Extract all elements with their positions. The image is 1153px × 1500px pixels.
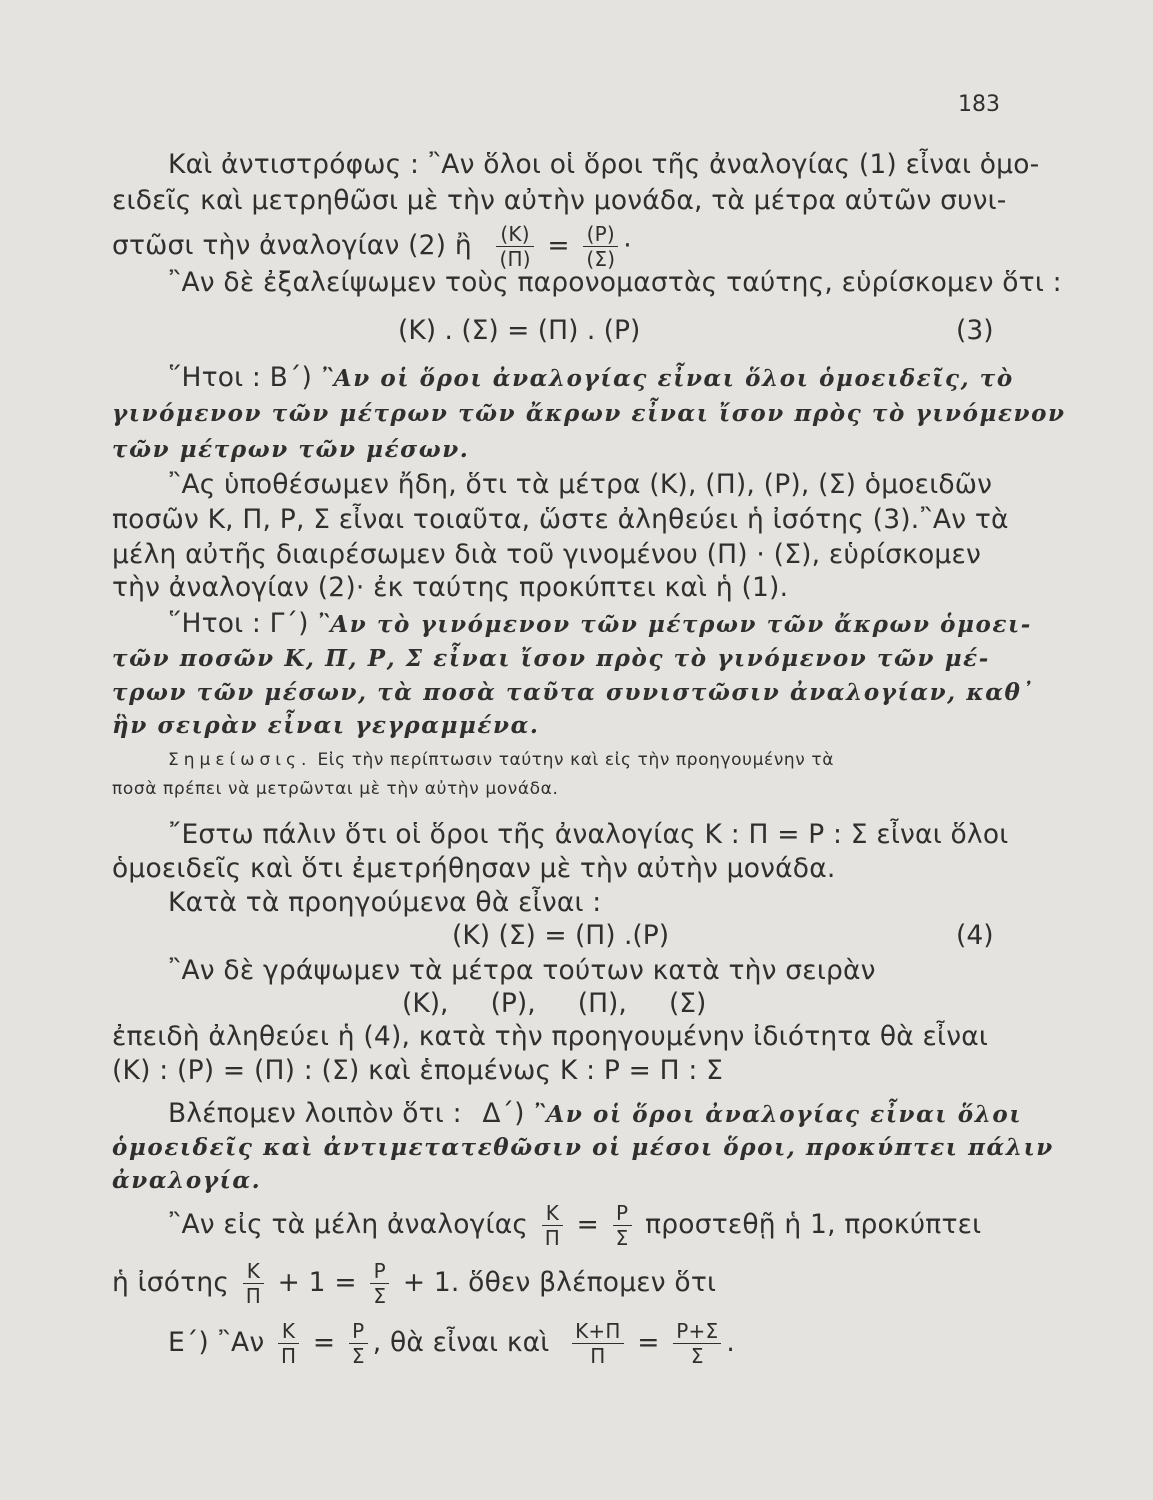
text-line: ποσῶν Κ, Π, Ρ, Σ εἶναι τοιαῦτα, ὥστε ἀληθεύει ἡ ἰσότης (3).῍Αν τὰ <box>112 504 1009 535</box>
rule-label: Δ΄) <box>482 1098 525 1129</box>
fraction-numerator: Κ <box>278 1321 299 1344</box>
fraction <box>243 1261 264 1306</box>
equals-sign: = <box>547 230 570 261</box>
text-segment: προστεθῇ ἡ 1, προκύπτει <box>645 1209 982 1240</box>
text-line: (Κ) : (Ρ) = (Π) : (Σ) καὶ ἑπομένως Κ : Ρ = Π : Σ <box>112 1055 724 1086</box>
rule-text: γινόμενον τῶν μέτρων τῶν ἄκρων εἶναι ἴσον πρὸς τὸ γινόμενον <box>112 400 1066 427</box>
text-segment: στῶσι τὴν ἀναλογίαν (2) ἢ <box>112 230 472 261</box>
fraction <box>278 1321 299 1366</box>
fraction-denominator: Σ <box>373 1284 387 1308</box>
rule-text: τῶν μέτρων τῶν μέσων. <box>112 436 470 463</box>
equals-sign: = <box>312 1327 336 1358</box>
rule-label: Ε΄) ῍Αν <box>168 1327 265 1358</box>
fraction-numerator: Κ <box>243 1261 264 1284</box>
fraction <box>572 1321 624 1366</box>
rule-text: ἀναλογία. <box>112 1167 262 1194</box>
fraction <box>349 1321 368 1366</box>
fraction-denominator: Σ <box>351 1344 365 1368</box>
text-segment: ῍Αν εἰς τὰ μέλη ἀναλογίας <box>168 1209 529 1240</box>
rule-line <box>168 360 1048 397</box>
equation: (Κ) . (Σ) = (Π) . (Ρ) <box>398 315 641 346</box>
rule-text: ἣν σειρὰν εἶναι γεγραμμένα. <box>112 712 540 739</box>
rule-line <box>168 606 1048 643</box>
fraction-numerator: Κ <box>542 1203 563 1226</box>
fraction <box>496 224 533 269</box>
text-line: ῎Εστω πάλιν ὅτι οἱ ὅροι τῆς ἀναλογίας Κ : Π = Ρ : Σ εἶναι ὅλοι <box>168 819 1009 850</box>
text-line-with-fractions <box>168 1203 1048 1248</box>
note-text: ποσὰ πρέπει νὰ μετρῶνται μὲ τὴν αὐτὴν μονάδα. <box>112 779 559 799</box>
text-line: ὁμοειδεῖς καὶ ὅτι ἐμετρήθησαν μὲ τὴν αὐτὴν μονάδα. <box>112 853 836 884</box>
text-segment: ἡ ἰσότης <box>112 1267 230 1298</box>
rule-text: ῍Αν οἱ ὅροι ἀναλογίας εἶναι ὅλοι ὁμοειδεῖς, τὸ <box>320 365 1014 392</box>
punctuation: . <box>726 1327 735 1358</box>
text-line: ειδεῖς καὶ μετρηθῶσι μὲ τὴν αὐτὴν μονάδα, τὰ μέτρα αὐτῶν συνι- <box>112 185 1007 216</box>
fraction-numerator: Κ+Π <box>572 1321 624 1344</box>
fraction-denominator: (Σ) <box>586 247 616 271</box>
text-line: ῍Ας ὑποθέσωμεν ἤδη, ὅτι τὰ μέτρα (Κ), (Π), (Ρ), (Σ) ὁμοειδῶν <box>168 469 993 500</box>
equals-sign: = <box>637 1327 660 1358</box>
fraction <box>583 224 618 269</box>
rule-label: ῞Ητοι : Β΄) <box>168 362 313 393</box>
text-line: τὴν ἀναλογίαν (2)· ἐκ ταύτης προκύπτει καὶ ἡ (1). <box>112 572 789 603</box>
rule-text: τρων τῶν μέσων, τὰ ποσὰ ταῦτα συνιστῶσιν ἀναλογίαν, καθ᾿ <box>112 679 1035 706</box>
fraction-numerator: (Κ) <box>496 224 533 247</box>
text-line: μέλη αὐτῆς διαιρέσωμεν διὰ τοῦ γινομένου (Π) · (Σ), εὑρίσκομεν <box>112 539 981 570</box>
equation-number: (3) <box>956 315 994 346</box>
fraction <box>542 1203 563 1248</box>
text-segment: , θὰ εἶναι καὶ <box>372 1327 550 1358</box>
text-line: ῍Αν δὲ ἐξαλείψωμεν τοὺς παρονομαστὰς ταύτης, εὑρίσκομεν ὅτι : <box>168 267 1062 298</box>
rule-text: τῶν ποσῶν Κ, Π, Ρ, Σ εἶναι ἴσον πρὸς τὸ γινόμενον τῶν μέ- <box>112 645 990 672</box>
page-number: 183 <box>958 92 1000 117</box>
fraction-denominator: Σ <box>690 1344 704 1368</box>
fraction-denominator: Π <box>544 1226 560 1250</box>
text-line: Καὶ ἀντιστρόφως : ῍Αν ὅλοι οἱ ὅροι τῆς ἀναλογίας (1) εἶναι ὁμο- <box>168 149 1040 180</box>
fraction-denominator: Π <box>280 1344 297 1368</box>
rule-text: ῍Αν οἱ ὅροι ἀναλογίας εἶναι ὅλοι <box>533 1101 1023 1128</box>
fraction-denominator: Π <box>590 1344 606 1368</box>
sequence: (Κ), (Ρ), (Π), (Σ) <box>402 988 707 1019</box>
punctuation: · <box>623 230 632 261</box>
fraction-denominator: Σ <box>615 1226 629 1250</box>
equals-sign: = <box>576 1209 600 1240</box>
fraction <box>673 1321 721 1366</box>
fraction-numerator: Ρ <box>613 1203 632 1226</box>
text-line-with-fractions <box>112 1261 992 1306</box>
text-segment: Βλέπομεν λοιπὸν ὅτι : <box>168 1098 462 1129</box>
fraction-numerator: Ρ+Σ <box>673 1321 721 1344</box>
equation-number: (4) <box>956 920 994 951</box>
fraction <box>613 1203 632 1248</box>
text-segment: + 1 = <box>277 1267 357 1298</box>
fraction-numerator: (Ρ) <box>583 224 618 247</box>
note-heading: Σημείωσις. <box>168 750 312 770</box>
fraction <box>370 1261 389 1306</box>
text-line: ἐπειδὴ ἀληθεύει ἡ (4), κατὰ τὴν προηγουμένην ἰδιότητα θὰ εἶναι <box>112 1021 989 1052</box>
equation: (Κ) (Σ) = (Π) .(Ρ) <box>452 920 670 951</box>
rule-text: ὁμοειδεῖς καὶ ἀντιμετατεθῶσιν οἱ μέσοι ὅροι, προκύπτει πάλιν <box>112 1134 1054 1161</box>
fraction-numerator: Ρ <box>349 1321 368 1344</box>
text-line: Κατὰ τὰ προηγούμενα θὰ εἶναι : <box>168 887 602 918</box>
fraction-denominator: (Π) <box>499 247 531 271</box>
rule-label: ῞Ητοι : Γ΄) <box>168 608 309 639</box>
note-text: Εἰς τὴν περίπτωσιν ταύτην καὶ εἰς τὴν προηγουμένην τὰ <box>317 750 835 770</box>
fraction-numerator: Ρ <box>370 1261 389 1284</box>
text-line-with-fractions <box>112 224 992 269</box>
text-line: ῍Αν δὲ γράψωμεν τὰ μέτρα τούτων κατὰ τὴν σειρὰν <box>168 955 876 986</box>
rule-line <box>168 1096 1048 1133</box>
rule-line-with-fractions <box>168 1321 1048 1366</box>
fraction-denominator: Π <box>245 1284 261 1308</box>
rule-text: ῍Αν τὸ γινόμενον τῶν μέτρων τῶν ἄκρων ὁμοει- <box>317 611 1032 638</box>
text-segment: + 1. ὅθεν βλέπομεν ὅτι <box>402 1267 717 1298</box>
